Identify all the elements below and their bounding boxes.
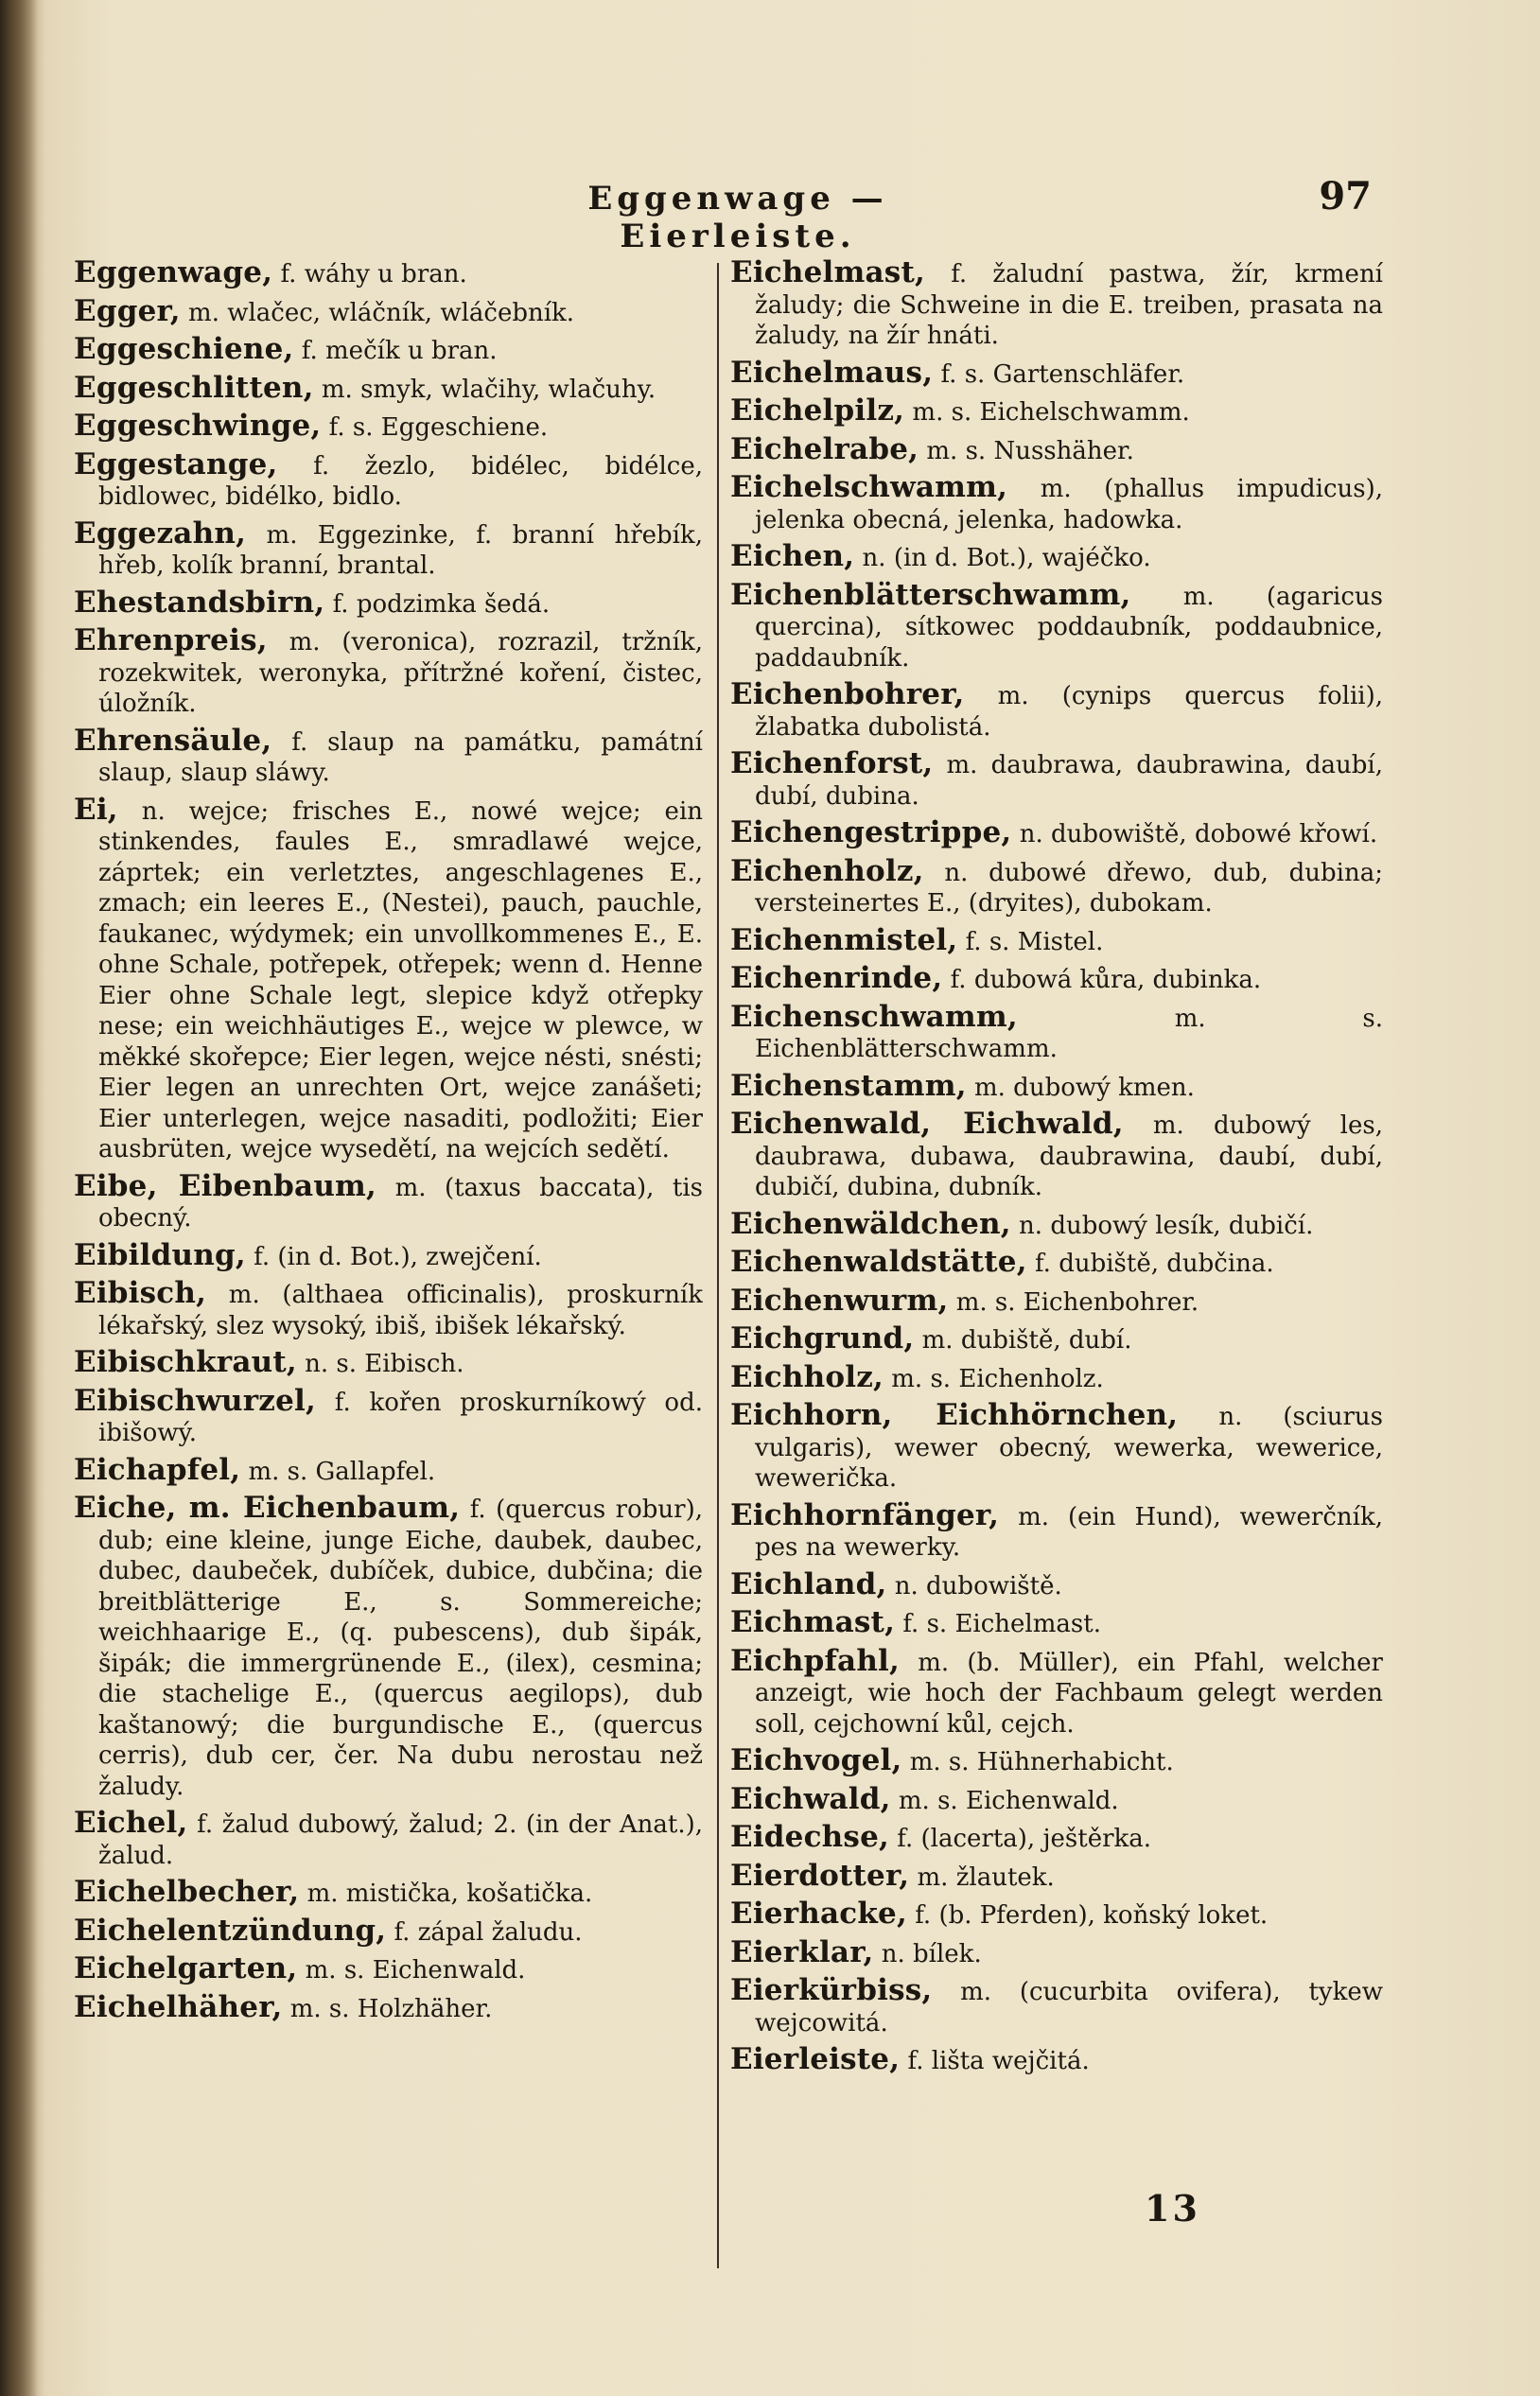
entry-definition: f. žalud dubowý, žalud; 2. (in der Anat.), žalud. [98, 1810, 703, 1870]
entry-headword: Eichvogel, [730, 1743, 902, 1777]
entry-headword: Eichel, [74, 1806, 188, 1840]
entry-definition: m. dubowý les, daubrawa, dubawa, daubrawina, daubí, dubí, dubičí, dubina, dubník. [755, 1111, 1383, 1201]
dictionary-entry [730, 395, 1383, 428]
page-header [473, 174, 1372, 255]
dictionary-entry [730, 853, 1383, 919]
entry-definition: m. s. Eichenblätterschwamm. [755, 1004, 1383, 1063]
entry-headword: Eggeschiene, [74, 332, 294, 366]
entry-definition: m. s. Gallapfel. [248, 1457, 436, 1486]
entry-headword: Eichenwäldchen, [730, 1206, 1011, 1241]
dictionary-entry [74, 518, 703, 582]
entry-headword: Eggeschwinge, [74, 409, 322, 443]
dictionary-entry [730, 355, 1383, 391]
running-head: Eggenwage — Eierleiste. [587, 180, 888, 255]
dictionary-entry [74, 411, 703, 444]
entry-definition: m. (althaea officinalis), proskurník lékařský, slez wysoký, ibiš, ibišek lékařský. [98, 1281, 703, 1340]
entry-definition: f. s. Eggeschiene. [328, 413, 549, 442]
dictionary-entry [730, 1206, 1383, 1242]
entry-headword: Eierklar, [730, 1934, 874, 1969]
entry-headword: Eichenmistel, [730, 922, 958, 957]
dictionary-entry [730, 1068, 1383, 1104]
dictionary-entry [74, 446, 703, 513]
entry-headword: Eibisch, [74, 1276, 207, 1310]
entry-definition: n. (in d. Bot.), wajéčko. [862, 544, 1151, 572]
dictionary-entry [730, 577, 1383, 674]
entry-headword: Eggezahn, [74, 516, 247, 551]
dictionary-entry [74, 1989, 703, 2025]
page-number: 97 [1319, 174, 1372, 219]
entry-headword: Eibildung, [74, 1237, 246, 1272]
entry-headword: Egger, [74, 293, 181, 328]
entry-definition: m. s. Eichelschwamm. [912, 398, 1190, 427]
entry-headword: Ehrensäule, [74, 723, 272, 758]
entry-definition: f. dubowá kůra, dubinka. [950, 966, 1262, 994]
entry-headword: Ei, [74, 792, 118, 827]
entry-definition: n. dubowiště, dobowé křowí. [1019, 820, 1378, 848]
entry-definition: f. mečík u bran. [301, 337, 498, 365]
entry-definition: f. žaludní pastwa, žír, krmení žaludy; die Schweine in die E. treiben, prasata na žaludy, na žír hnáti. [755, 260, 1383, 350]
dictionary-entry [74, 1953, 703, 1986]
entry-definition: m. (ein Hund), wewerčník, pes na wewerky. [755, 1502, 1383, 1562]
dictionary-entry [730, 1400, 1383, 1495]
entry-headword: Eichelgarten, [74, 1951, 298, 1985]
entry-definition: f. (quercus robur), dub; eine kleine, junge Eiche, daubek, daubec, dubec, daubeček, dubíček, dubice, dubčina; die breitblätterige E., s. Sommereiche; weichhaarige E., (q. pubescens), dub šipák, šipák; die immergrünende E., (ilex), cesmina; die stachelige E., (quercus aegilops), dub kaštanowý; die burgundische E., (quercus cerris), dub cer, čer. Na dubu nerostau než žaludy. [98, 1495, 703, 1801]
entry-headword: Eichenblätterschwamm, [730, 577, 1131, 612]
entry-definition: m. smyk, wlačihy, wlačuhy. [321, 375, 656, 404]
entry-definition: f. slaup na památku, památní slaup, slaup sláwy. [98, 727, 703, 787]
entry-definition: m. (veronica), rozrazil, tržník, rozekwitek, weronyka, přítržné koření, čistec, úložník. [98, 628, 703, 718]
dictionary-entry [730, 1745, 1383, 1778]
entry-definition: m. (cynips quercus folii), žlabatka dubolistá. [755, 682, 1383, 742]
dictionary-entry [730, 1898, 1383, 1932]
dictionary-entry [730, 431, 1383, 467]
entry-headword: Eierhacke, [730, 1897, 907, 1931]
entry-headword: Eibischkraut, [74, 1345, 297, 1379]
dictionary-entry [730, 1975, 1383, 2038]
dictionary-entry [74, 1383, 703, 1449]
entry-headword: Eichelentzündung, [74, 1913, 387, 1948]
entry-definition: f. žezlo, bidélec, bidélce, bidlowec, bidélko, bidlo. [98, 451, 703, 511]
dictionary-entry [730, 1781, 1383, 1817]
dictionary-entry [730, 257, 1383, 352]
signature-mark: 13 [1145, 2187, 1200, 2230]
dictionary-entry [730, 1247, 1383, 1280]
dictionary-entry [730, 1359, 1383, 1395]
entry-headword: Eichenstamm, [730, 1068, 967, 1103]
entry-definition: n. s. Eibisch. [305, 1350, 464, 1378]
dictionary-entry [74, 1493, 703, 1802]
entry-definition: m. (phallus impudicus), jelenka obecná, jelenka, hadowka. [755, 475, 1383, 534]
dictionary-entry [74, 625, 703, 720]
entry-headword: Eichenwald, Eichwald, [730, 1107, 1124, 1141]
entry-headword: Eichholz, [730, 1359, 884, 1394]
dictionary-entry [730, 1109, 1383, 1203]
dictionary-entry [74, 334, 703, 367]
dictionary-entry [74, 257, 703, 290]
dictionary-entry [730, 679, 1383, 743]
entry-headword: Eggeschlitten, [74, 370, 314, 405]
entry-headword: Eichelmaus, [730, 355, 934, 390]
entry-definition: m. mistička, košatička. [306, 1880, 593, 1908]
entry-headword: Eichelhäher, [74, 1989, 283, 2024]
dictionary-entry [74, 293, 703, 329]
entry-headword: Eichelpilz, [730, 394, 905, 428]
dictionary-entry [74, 1347, 703, 1380]
dictionary-entry [74, 1237, 703, 1273]
entry-headword: Eichhorn, Eichhörnchen, [730, 1398, 1179, 1432]
entry-definition: n. wejce; frisches E., nowé wejce; ein stinkendes, faules E., smradlawé wejce, záprtek; ein verletztes, angeschlagenes E., zmach; ein leeres E., (Nestei), pauch, pauchle, faukanec, wýdymek; ein unvollkommenes E., E. ohne Schale, potřepek, otřepek; wenn d. Henne Eier ohne Schale legt, slepice když otřepky nese; ein weichhäutiges E., wejce w plewce, w měkké skořepce; Eier legen, wejce nésti, snésti; Eier legen an unrechten Ort, wejce zanášeti; Eier unterlegen, wejce nasaditi, podložiti; Eier ausbrüten, wejce wysedětí, na wejcích sedětí. [98, 796, 703, 1163]
dictionary-entry [730, 1497, 1383, 1564]
entry-headword: Eichelschwamm, [730, 470, 1008, 504]
dictionary-entry [730, 2044, 1383, 2077]
entry-definition: n. bílek. [881, 1939, 982, 1968]
dictionary-entry [74, 1877, 703, 1910]
entry-definition: m. žlautek. [917, 1863, 1055, 1892]
entry-definition: f. dubiště, dubčina. [1034, 1250, 1274, 1278]
dictionary-entry [730, 1643, 1383, 1740]
entry-definition: m. daubrawa, daubrawina, daubí, dubí, dubina. [755, 751, 1383, 811]
dictionary-entry [730, 748, 1383, 812]
entry-headword: Eichenholz, [730, 853, 924, 888]
entry-definition: m. s. Nusshäher. [926, 436, 1134, 465]
entry-headword: Eichelmast, [730, 257, 925, 289]
entry-headword: Eichgrund, [730, 1321, 915, 1355]
dictionary-entry [730, 472, 1383, 535]
dictionary-entry [730, 1858, 1383, 1894]
entry-headword: Eichenforst, [730, 746, 934, 780]
entry-definition: f. lišta wejčitá. [907, 2047, 1090, 2075]
entry-headword: Eichwald, [730, 1781, 891, 1816]
entry-definition: f. (lacerta), ještěrka. [897, 1825, 1152, 1853]
dictionary-entry [74, 1808, 703, 1871]
entry-headword: Eierkürbiss, [730, 1973, 933, 2007]
entry-definition: m. wlačec, wláčník, wláčebník. [188, 298, 575, 327]
entry-definition: m. (cucurbita ovifera), tykew wejcowitá. [755, 1978, 1383, 2037]
entry-headword: Eichmast, [730, 1605, 896, 1639]
dictionary-entry [74, 1168, 703, 1234]
entry-definition: n. (sciurus vulgaris), wewer obecný, wewerka, wewerice, wewerička. [755, 1403, 1383, 1493]
dictionary-entry [730, 541, 1383, 574]
entry-definition: m. s. Eichenwald. [898, 1786, 1119, 1815]
dictionary-entry [74, 792, 703, 1165]
entry-headword: Eichhornfänger, [730, 1497, 1000, 1532]
entry-headword: Eichen, [730, 539, 855, 573]
entry-definition: m. s. Eichenwald. [305, 1956, 526, 1985]
dictionary-entry [730, 1285, 1383, 1319]
right-column [730, 257, 1383, 2282]
entry-headword: Eidechse, [730, 1820, 889, 1854]
entry-headword: Eichenrinde, [730, 961, 943, 995]
dictionary-entry [74, 1452, 703, 1488]
entry-headword: Eichenwurm, [730, 1283, 949, 1318]
entry-headword: Eichapfel, [74, 1452, 241, 1487]
column-divider [717, 263, 719, 2268]
entry-headword: Eibischwurzel, [74, 1383, 316, 1418]
entry-definition: f. podzimka šedá. [332, 589, 551, 619]
dictionary-entry [730, 1323, 1383, 1356]
dictionary-entry [74, 723, 703, 789]
entry-definition: m. s. Holzhäher. [289, 1994, 493, 2023]
entry-headword: Eierleiste, [730, 2042, 901, 2076]
dictionary-entry [74, 1278, 703, 1341]
entry-definition: f. kořen proskurníkowý od. ibišowý. [98, 1388, 703, 1447]
entry-headword: Eichland, [730, 1566, 887, 1601]
entry-headword: Eggenwage, [74, 257, 273, 289]
entry-headword: Eichelrabe, [730, 431, 919, 466]
entry-headword: Eichenschwamm, [730, 999, 1018, 1034]
entry-headword: Eichpfahl, [730, 1643, 901, 1678]
entry-definition: f. s. Eichelmast. [902, 1610, 1101, 1638]
entry-definition: m. (agaricus quercina), sítkowec poddaubník, poddaubnice, paddaubník. [755, 582, 1383, 673]
entry-headword: Eichelbecher, [74, 1875, 300, 1909]
dictionary-entry [730, 1607, 1383, 1640]
entry-definition: f. (in d. Bot.), zwejčení. [254, 1242, 542, 1271]
entry-definition: m. s. Eichenholz. [891, 1364, 1104, 1393]
entry-headword: Eichenwaldstätte, [730, 1245, 1027, 1279]
entry-headword: Ehestandsbirn, [74, 585, 325, 620]
entry-definition: m. (b. Müller), ein Pfahl, welcher anzeigt, wie hoch der Fachbaum gelegt werden soll, cejchowní kůl, cejch. [755, 1648, 1383, 1739]
dictionary-entry [730, 1822, 1383, 1855]
dictionary-entry [74, 587, 703, 621]
book-spine-shadow [0, 0, 38, 2396]
entry-definition: m. s. Eichenbohrer. [955, 1287, 1199, 1317]
dictionary-entry [730, 922, 1383, 958]
entry-definition: n. dubowý lesík, dubičí. [1019, 1211, 1314, 1240]
entry-definition: m. (taxus baccata), tis obecný. [98, 1173, 703, 1233]
entry-definition: m. Eggezinke, f. branní hřebík, hřeb, kolík branní, brantal. [98, 520, 703, 580]
entry-definition: f. wáhy u bran. [280, 260, 467, 289]
entry-definition: f. s. Gartenschläfer. [940, 359, 1185, 389]
entry-definition: n. dubowiště. [894, 1571, 1062, 1600]
dictionary-entry [730, 1566, 1383, 1602]
entry-headword: Eggestange, [74, 446, 278, 481]
entry-headword: Eiche, m. Eichenbaum, [74, 1491, 461, 1525]
entry-headword: Eibe, Eibenbaum, [74, 1168, 377, 1203]
entry-definition: f. s. Mistel. [965, 927, 1104, 956]
entry-definition: f. (b. Pferden), koňský loket. [915, 1901, 1269, 1930]
dictionary-entry [730, 963, 1383, 996]
entry-headword: Eierdotter, [730, 1858, 910, 1893]
dictionary-entry [74, 1915, 703, 1949]
dictionary-entry [730, 817, 1383, 850]
entry-definition: m. dubiště, dubí. [921, 1326, 1132, 1355]
entry-headword: Eichengestrippe, [730, 815, 1012, 849]
entry-headword: Eichenbohrer, [730, 677, 965, 711]
entry-definition: m. s. Hühnerhabicht. [909, 1748, 1174, 1776]
dictionary-entry [74, 370, 703, 406]
left-column [74, 257, 703, 2282]
entry-headword: Ehrenpreis, [74, 623, 268, 657]
dictionary-entry [730, 999, 1383, 1065]
entry-definition: n. dubowé dřewo, dub, dubina; versteinertes E., (dryites), dubokam. [755, 858, 1383, 918]
entry-definition: f. zápal žaludu. [394, 1917, 583, 1947]
dictionary-entry [730, 1934, 1383, 1970]
entry-definition: m. dubowý kmen. [974, 1073, 1195, 1102]
